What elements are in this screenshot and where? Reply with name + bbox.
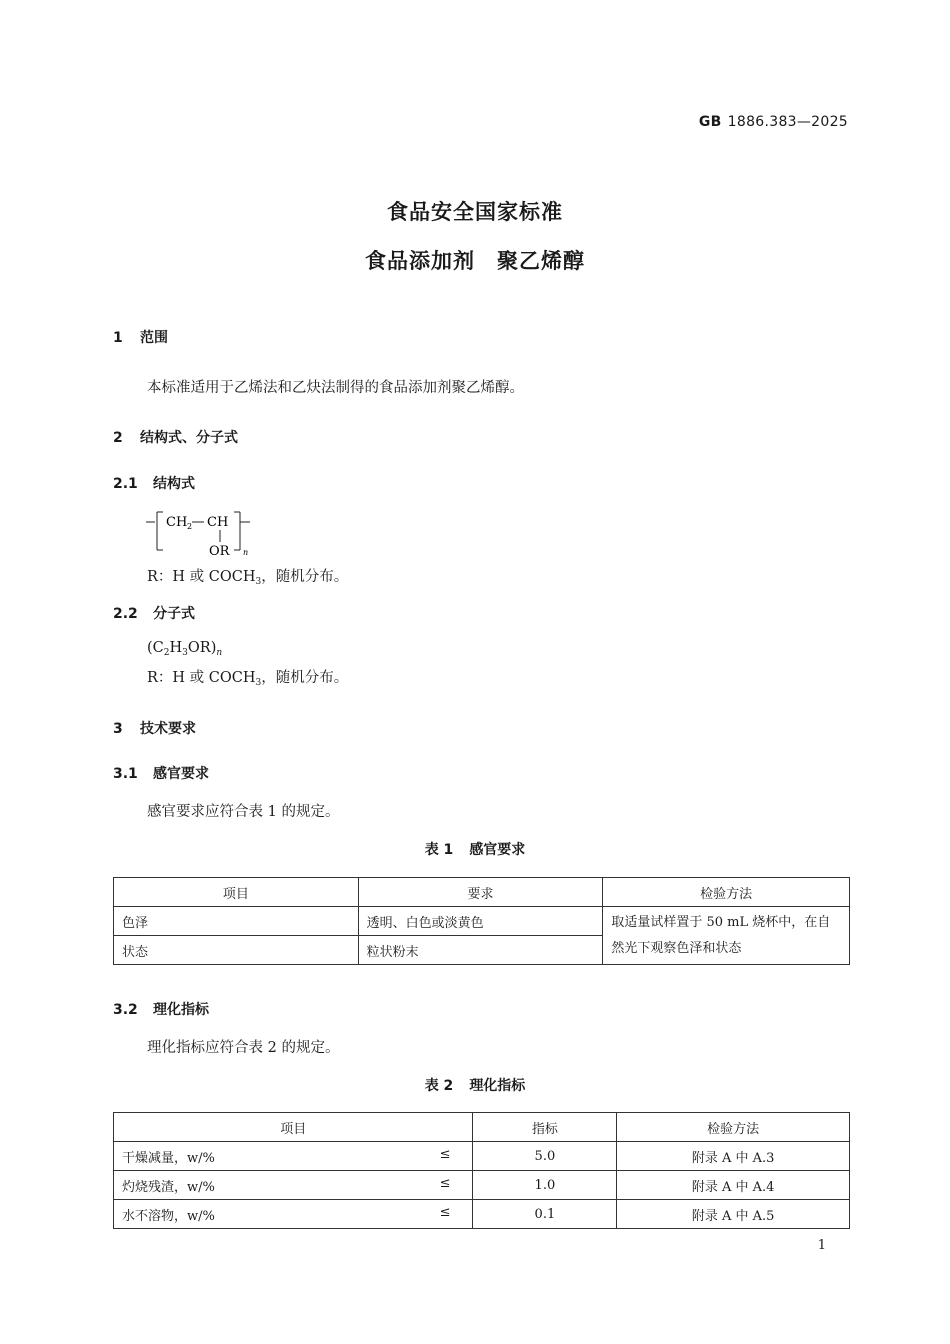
table-2-cell-value: 1.0 <box>473 1171 617 1200</box>
table-2-cell-value: 0.1 <box>473 1200 617 1229</box>
section-2-heading: 2 结构式、分子式 <box>113 430 238 446</box>
section-2-1-heading: 2.1 结构式 <box>113 476 195 492</box>
table-1-header-requirement: 要求 <box>358 878 603 907</box>
formula-ch: CH <box>207 515 229 530</box>
table-2-physicochemical <box>113 1112 850 1229</box>
formula-ch2-subscript: 2 <box>187 522 193 531</box>
table-2-header-method: 检验方法 <box>617 1113 850 1142</box>
table-2-cell-method: 附录 A 中 A.4 <box>617 1171 850 1200</box>
formula-or: OR <box>209 544 230 559</box>
table-1-cell-requirement: 透明、白色或淡黄色 <box>358 907 603 936</box>
molecular-formula: $(C_2H_3OR)_n$ <box>147 640 223 658</box>
r-note-1: R：H 或 $COCH_3$，随机分布。 <box>147 569 349 587</box>
table-1-cell-item: 状态 <box>114 936 359 965</box>
table-1-sensory <box>113 877 850 965</box>
le-symbol: ≤ <box>439 1204 451 1220</box>
structural-formula <box>146 508 266 560</box>
table-2-cell-method: 附录 A 中 A.3 <box>617 1142 850 1171</box>
document-title: 食品安全国家标准 <box>387 200 563 224</box>
section-2-2-heading: 2.2 分子式 <box>113 606 195 622</box>
r-note-2: R：H 或 $COCH_3$，随机分布。 <box>147 670 349 688</box>
table-row <box>114 1171 850 1200</box>
page-number: 1 <box>817 1238 826 1253</box>
section-3-1-heading: 3.1 感官要求 <box>113 766 209 782</box>
section-1-heading: 1 范围 <box>113 330 168 346</box>
table-1-cell-item: 色泽 <box>114 907 359 936</box>
section-3-heading: 3 技术要求 <box>113 721 196 737</box>
table-row <box>114 1200 850 1229</box>
table-2-header-index: 指标 <box>473 1113 617 1142</box>
table-row <box>114 1142 850 1171</box>
document-subtitle: 食品添加剂 聚乙烯醇 <box>365 249 585 273</box>
table-2-cell-item: 灼烧残渣，w/% ≤ <box>114 1171 473 1200</box>
section-3-2-text: 理化指标应符合表 2 的规定。 <box>147 1040 340 1056</box>
table-2-cell-item: 水不溶物，w/% ≤ <box>114 1200 473 1229</box>
table-2-cell-method: 附录 A 中 A.5 <box>617 1200 850 1229</box>
table-row <box>114 907 850 936</box>
le-symbol: ≤ <box>439 1175 451 1191</box>
table-2-cell-value: 5.0 <box>473 1142 617 1171</box>
table-1-cell-requirement: 粒状粉末 <box>358 936 603 965</box>
le-symbol: ≤ <box>439 1146 451 1162</box>
table-1-header-item: 项目 <box>114 878 359 907</box>
section-3-2-heading: 3.2 理化指标 <box>113 1002 209 1018</box>
formula-n: n <box>243 548 249 557</box>
section-1-text: 本标准适用于乙烯法和乙炔法制得的食品添加剂聚乙烯醇。 <box>147 380 524 396</box>
section-3-1-text: 感官要求应符合表 1 的规定。 <box>147 804 340 820</box>
table-1-cell-method: 取适量试样置于 50 mL 烧杯中，在自然光下观察色泽和状态 <box>603 907 850 965</box>
standard-number: GB 1886.383—2025 <box>698 114 848 130</box>
table-2-cell-item: 干燥减量，w/% ≤ <box>114 1142 473 1171</box>
table-2-caption: 表 2 理化指标 <box>424 1078 526 1094</box>
formula-ch2: CH <box>166 515 188 530</box>
table-1-header-method: 检验方法 <box>603 878 850 907</box>
table-1-caption: 表 1 感官要求 <box>424 842 526 858</box>
table-2-header-item: 项目 <box>114 1113 473 1142</box>
